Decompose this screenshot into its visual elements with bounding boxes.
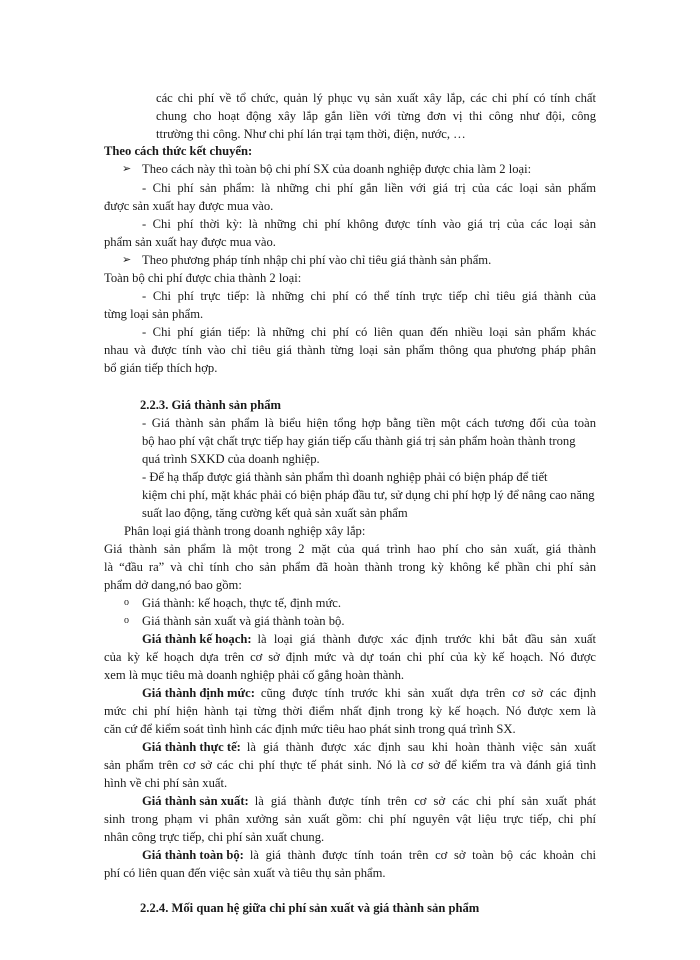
phan-loai-gia-thanh: Phân loại giá thành trong doanh nghiệp xây lắp: (124, 524, 366, 538)
ke-hoach-term: Giá thành kế hoạch: (142, 632, 252, 646)
dinh-muc-line-2: mức chi phí hiện hành tại từng thời điểm nhất định trong kỳ kế hoạch. Nó được xem là (104, 704, 596, 718)
dinh-muc-text: cũng được tính trước khi sản xuất dựa trên cơ sở các định (260, 686, 596, 700)
ha-thap-line-2: kiệm chi phí, mặt khác phải có biện pháp đầu tư, sử dụng chi phí hợp lý để nâng cao năng (142, 488, 595, 502)
theo-cach-heading: Theo cách thức kết chuyển: (104, 144, 253, 158)
dinh-muc-line-3: căn cứ để kiểm soát tình hình các định mức tiêu hao phát sinh trong quá trình SX. (104, 722, 516, 736)
toan-bo-line-1 (142, 846, 596, 864)
thuc-te-term: Giá thành thực tế: (142, 740, 241, 754)
chi-phi-gian-tiep-line-3: bổ gián tiếp thích hợp. (104, 361, 218, 375)
section-223-heading: 2.2.3. Giá thành sản phẩm (140, 398, 282, 412)
toan-bo-chi-phi: Toàn bộ chi phí được chia thành 2 loại: (104, 271, 302, 285)
dinh-muc-line-1 (142, 684, 596, 702)
chi-phi-thoi-ky-line-2: phẩm sản xuất hay được mua vào. (104, 235, 276, 249)
ha-thap-line-1: - Để hạ thấp được giá thành sản phẩm thì doanh nghiệp phải có biện pháp để tiết (142, 470, 548, 484)
intro-line-1: các chi phí về tổ chức, quản lý phục vụ sản xuất xây lắp, các chi phí có tính chất (156, 91, 596, 105)
toan-bo-term: Giá thành toàn bộ: (142, 848, 244, 862)
san-xuat-line-2: sinh trong phạm vi phân xưởng sản xuất gồm: chi phí nguyên vật liệu trực tiếp, chi phí (104, 812, 596, 826)
chi-phi-san-pham-line-1: - Chi phí sản phẩm: là những chi phí gắn liền với giá trị của các loại sản phẩm (142, 181, 596, 195)
toan-bo-text: là giá thành được tính toán trên cơ sở toàn bộ các khoản chi (249, 848, 596, 862)
arrow-bullet-icon: ➢ (122, 254, 132, 266)
chi-phi-gian-tiep-line-2: nhau và được tính vào chỉ tiêu giá thành từng loại sản phẩm thông qua phương pháp phân (104, 343, 596, 357)
ke-hoach-line-2: của kỳ kế hoạch dựa trên cơ sở định mức và dự toán chi phí của kỳ kế hoạch. Nó được (104, 650, 596, 664)
chi-phi-thoi-ky-line-1: - Chi phí thời kỳ: là những chi phí không được tính vào giá trị của các loại sản (142, 217, 596, 231)
chi-phi-san-pham-line-2: được sản xuất hay được mua vào. (104, 199, 274, 213)
toan-bo-line-2: phí có liên quan đến việc sản xuất và tiêu thụ sản phẩm. (104, 866, 386, 880)
chi-phi-truc-tiep-line-2: từng loại sản phẩm. (104, 307, 204, 321)
intro-line-2: chung cho hoạt động xây lắp gắn liền với từng đơn vị thi công như đội, công (156, 109, 596, 123)
mat-line-2: là “đầu ra” và chỉ tính cho sản phẩm đã hoàn thành trong kỳ không kể phần chi phí sản (104, 560, 596, 574)
mat-line-3: phẩm dở dang,nó bao gồm: (104, 578, 242, 592)
san-xuat-line-1 (142, 792, 596, 810)
ke-hoach-line-1 (142, 630, 596, 648)
mat-line-1: Giá thành sản phẩm là một trong 2 mặt của quá trình hao phí cho sản xuất, giá thành (104, 542, 596, 556)
arrow-item-1: Theo cách này thì toàn bộ chi phí SX của doanh nghiệp được chia làm 2 loại: (142, 162, 532, 176)
circle-bullet-icon: o (124, 615, 129, 626)
intro-line-3: ttrường thi công. Như chi phí lán trại tạm thời, điện, nước, … (156, 127, 466, 141)
thuc-te-line-2: sản phẩm trên cơ sở các chi phí thực tế phát sinh. Nó là cơ sở để kiểm tra và đánh giá tình (104, 758, 596, 772)
san-xuat-text: là giá thành được tính trên cơ sở các chi phí sản xuất phát (254, 794, 596, 808)
circle-bullet-icon: o (124, 597, 129, 608)
ke-hoach-line-3: xem là mục tiêu mà doanh nghiệp phải cố gắng hoàn thành. (104, 668, 405, 682)
gia-thanh-def-line-1: - Giá thành sản phẩm là biểu hiện tổng hợp bằng tiền một cách tương đối của toàn (142, 416, 596, 430)
thuc-te-line-3: hình về chi phí sản xuất. (104, 776, 228, 790)
ha-thap-line-3: suất lao động, tăng cường kết quả sản xuất sản phẩm (142, 506, 408, 520)
chi-phi-truc-tiep-line-1: - Chi phí trực tiếp: là những chi phí có thể tính trực tiếp chỉ tiêu giá thành của (142, 289, 596, 303)
thuc-te-line-1 (142, 738, 596, 756)
san-xuat-term: Giá thành sản xuất: (142, 794, 249, 808)
arrow-bullet-icon: ➢ (122, 163, 132, 175)
dinh-muc-term: Giá thành định mức: (142, 686, 255, 700)
chi-phi-gian-tiep-line-1: - Chi phí gián tiếp: là những chi phí có liên quan đến nhiều loại sản phẩm khác (142, 325, 596, 339)
arrow-item-2: Theo phương pháp tính nhập chi phí vào chỉ tiêu giá thành sản phẩm. (142, 253, 492, 267)
thuc-te-text: là giá thành được xác định sau khi hoàn thành việc sản xuất (246, 740, 596, 754)
section-224-heading: 2.2.4. Mối quan hệ giữa chi phí sản xuất và giá thành sản phẩm (140, 901, 480, 915)
san-xuat-line-3: nhân công trực tiếp, chi phí sản xuất chung. (104, 830, 325, 844)
ke-hoach-text: là loại giá thành được xác định trước khi bắt đầu sản xuất (257, 632, 596, 646)
bullet-item-2: Giá thành sản xuất và giá thành toàn bộ. (142, 614, 345, 628)
gia-thanh-def-line-3: quá trình SXKD của doanh nghiệp. (142, 452, 320, 466)
bullet-item-1: Giá thành: kế hoạch, thực tế, định mức. (142, 596, 342, 610)
gia-thanh-def-line-2: bộ hao phí vật chất trực tiếp hay gián tiếp cấu thành giá trị sản phẩm hoàn thành trong (142, 434, 576, 448)
